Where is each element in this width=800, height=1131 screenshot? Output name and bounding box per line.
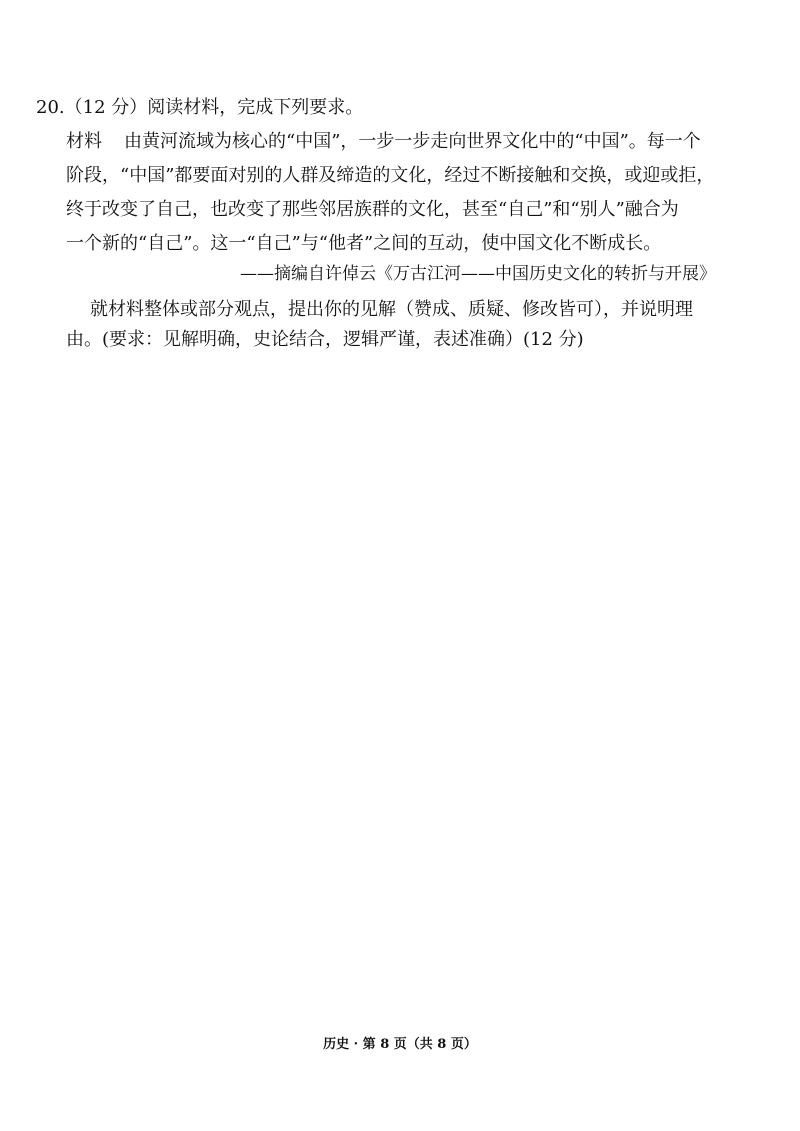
question-instruction: 阅读材料，完成下列要求。 <box>147 97 364 118</box>
page-footer: 历史 · 第 8 页（共 8 页） <box>323 1037 477 1052</box>
question-header <box>36 96 363 120</box>
material-label: 材料 <box>66 131 102 152</box>
material-line-1 <box>66 130 701 154</box>
material-text-1: 由黄河流域为核心的“中国”，一步一步走向世界文化中的“中国”。每一个 <box>124 131 701 152</box>
requirement-line-2: 由。(要求：见解明确，史论结合，逻辑严谨，表述准确）(12 分) <box>66 329 584 350</box>
material-source: ——摘编自许倬云《万古江河——中国历史文化的转折与开展》 <box>240 264 716 284</box>
requirement-line-1: 就材料整体或部分观点，提出你的见解（赞成、质疑、修改皆可），并说明理 <box>90 299 693 320</box>
question-number: 20. <box>36 97 65 118</box>
question-score: （12 分） <box>64 97 148 118</box>
material-line-2: 阶段，“中国”都要面对别的人群及缔造的文化，经过不断接触和交换，或迎或拒， <box>66 165 715 186</box>
material-line-3: 终于改变了自己，也改变了那些邻居族群的文化，甚至“自己”和“别人”融合为 <box>66 199 679 220</box>
material-line-4: 一个新的“自己”。这一“自己”与“他者”之间的互动，使中国文化不断成长。 <box>66 233 662 254</box>
